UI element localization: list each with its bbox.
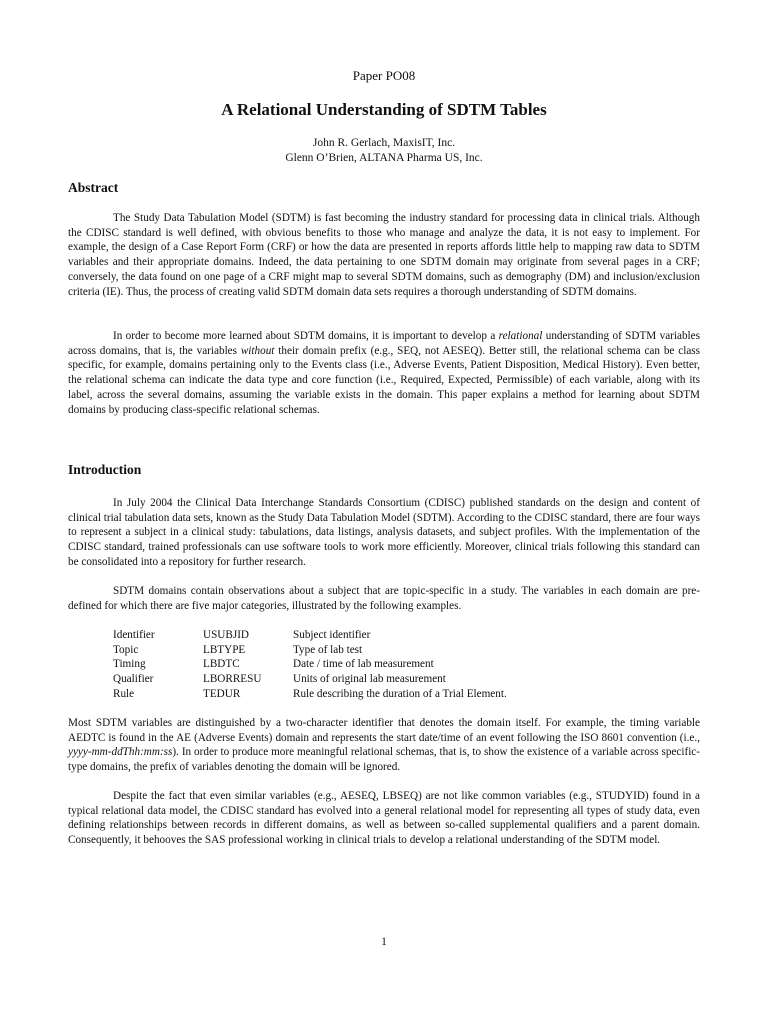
author-line: John R. Gerlach, MaxisIT, Inc. [312,137,456,149]
table-row [113,628,507,643]
text-run: understanding of SDTM variables across domains, that is, the variables [68,330,700,357]
variable-cell: USUBJID [203,629,250,641]
description-cell: Subject identifier [293,629,371,641]
author-line: Glenn O’Brien, ALTANA Pharma US, Inc. [285,152,483,164]
introduction-paragraph: In July 2004 the Clinical Data Interchange Standards Consortium (CDISC) published standards on the design and content of clinical trial tabulation data sets, known as the Study Data Tabulation Model (SDTM). According to the CDISC standard, there are four ways to represent a subject in a clinical study: tabulations, data listings, analysis datasets, and subject profiles. With the implementation of the CDISC standard, trained professionals can use software tools to work more efficiently. Moreover, clinical trials following this standard can be consolidated into a repository for further research. [68,497,700,568]
date-format: yyyy-mm-ddThh:mm:ss [68,746,173,759]
description-cell: Rule describing the duration of a Trial Element. [293,687,507,700]
text-run: ). In order to produce more meaningful relational schemas, that is, to show the existence of a variable across specific-type domains, the prefix of variables denoting the domain will be ignored. [68,746,700,774]
text-run: Most SDTM variables are distinguished by a two-character identifier that denotes the domain itself. For example, the timing variable AEDTC is found in the AE (Adverse Events) domain and represents the start date/time of an event following the ISO 8601 convention (i.e., [68,717,700,744]
table-row [113,687,507,702]
category-cell: Qualifier [113,673,154,686]
text-run: In order to become more learned about SDTM domains, it is important to develop a [113,330,499,342]
variable-cell: LBORRESU [203,673,262,686]
introduction-heading: Introduction [68,462,142,477]
category-cell: Timing [113,658,146,671]
introduction-paragraph: SDTM domains contain observations about a subject that are topic-specific in a study. The variables in each domain are pre-defined for which there are five major categories, illustrated by the following examples. [68,585,700,612]
table-row [113,672,507,687]
paper-title: A Relational Understanding of SDTM Tables [221,100,547,119]
category-cell: Identifier [113,629,155,641]
abstract-paragraph [68,329,700,417]
introduction-paragraph [68,716,700,775]
page-number: 1 [381,936,387,948]
category-cell: Rule [113,687,135,700]
text-run: their domain prefix (e.g., SEQ, not AESEQ). Better still, the relational schema can be class specific, for example, domains pertaining only to the Events class (i.e., Adverse Events, Patient Disposition, Medical History). Even better, the relational schema can indicate the data type and core function (i.e., Required, Expected, Permissible) of each variable, along with its label, across the several domains, assuming the variable exists in the domain. This paper explains a method for learning about SDTM domains by producing class-specific relational schemas. [68,344,700,416]
description-cell: Date / time of lab measurement [293,658,434,671]
variable-cell: LBTYPE [203,643,246,656]
description-cell: Type of lab test [293,643,363,656]
description-cell: Units of original lab measurement [293,673,446,686]
variable-cell: TEDUR [203,687,241,700]
abstract-heading: Abstract [68,180,119,195]
variable-category-table [113,628,507,702]
emphasis: without [240,344,275,357]
variable-cell: LBDTC [203,658,240,671]
abstract-paragraph: The Study Data Tabulation Model (SDTM) is fast becoming the industry standard for processing data in clinical trials. Although the CDISC standard is well defined, with obvious benefits to those who manage and analyze the data, it is not easy to implement. For example, the design of a Case Report Form (CRF) or how the data are presented in reports affords little help to mapping raw data to SDTM variables and their appropriate domains. Indeed, the data pertaining to one SDTM domain may originate from several pages in a CRF; conversely, the data found on one page of a CRF might map to several SDTM domains, such as demography (DM) and inclusion/exclusion criteria (IE). Thus, the process of creating valid SDTM domain data sets requires a thorough understanding of SDTM domains. [68,212,700,298]
introduction-paragraph: Despite the fact that even similar variables (e.g., AESEQ, LBSEQ) are not like common variables (e.g., STUDYID) found in a typical relational data model, the CDISC standard has evolved into a general relational model for representing all types of study data, even defining relationships between records in different domains, as well as between so-called supplemental qualifiers and a parent domain. Consequently, it behooves the SAS professional working in clinical trials to develop a relational understanding of the SDTM model. [68,790,700,847]
emphasis: relational [498,330,543,342]
table-row [113,657,507,672]
category-cell: Topic [113,643,139,656]
table-row [113,643,507,658]
paper-number: Paper PO08 [352,68,416,83]
